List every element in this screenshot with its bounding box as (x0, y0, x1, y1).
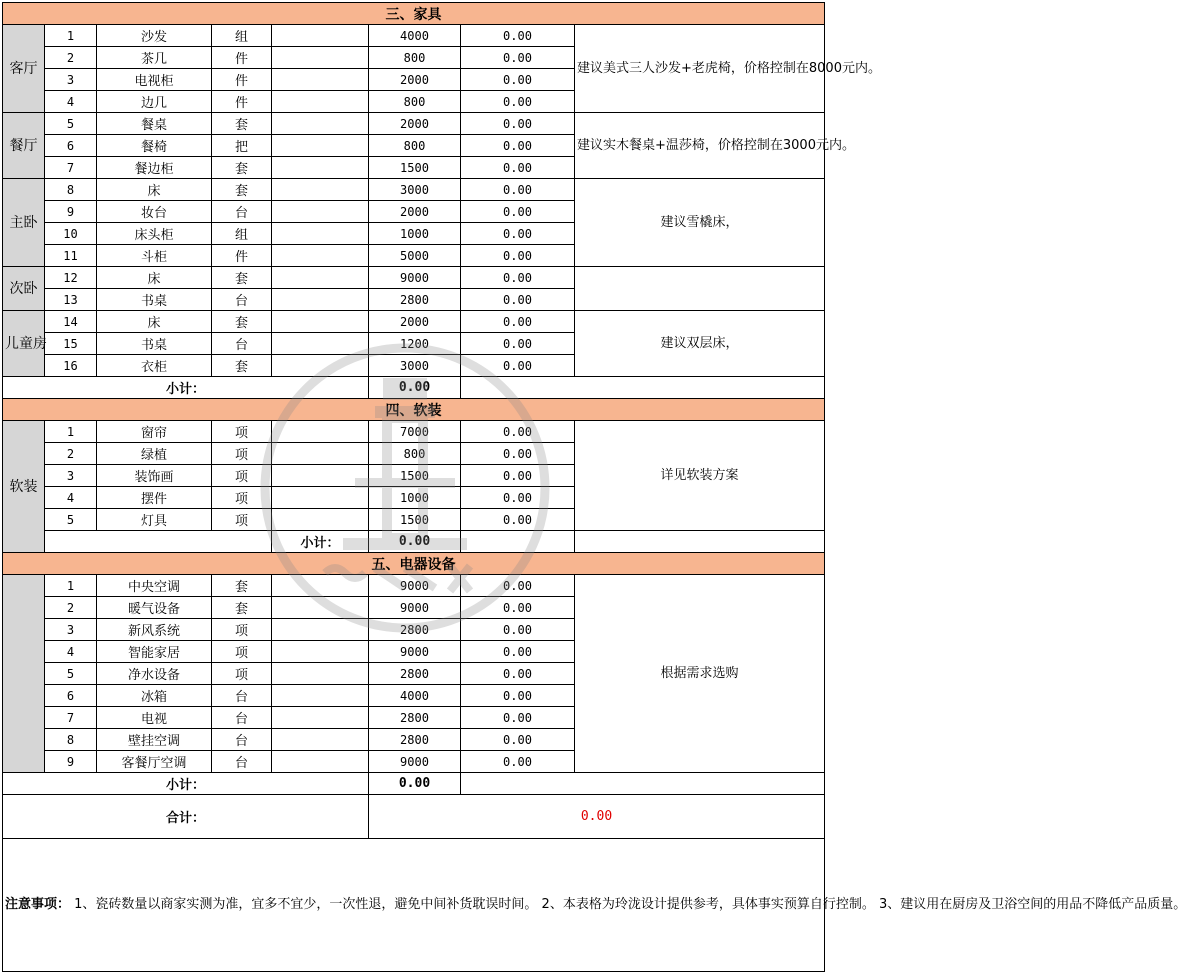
item-name: 餐椅 (97, 135, 212, 157)
item-price: 3000 (369, 179, 461, 201)
item-spec (272, 223, 369, 245)
item-spec (272, 619, 369, 641)
item-price: 7000 (369, 421, 461, 443)
item-spec (272, 47, 369, 69)
blank-cell (575, 531, 825, 553)
room-note (575, 267, 825, 311)
item-number: 1 (45, 421, 97, 443)
subtotal-row (3, 377, 825, 399)
item-unit: 台 (212, 333, 272, 355)
item-spec (272, 25, 369, 47)
item-name: 餐桌 (97, 113, 212, 135)
item-unit: 台 (212, 707, 272, 729)
room-label: 餐厅 (3, 113, 45, 179)
subtotal-label: 小计： (272, 531, 369, 553)
item-unit: 台 (212, 201, 272, 223)
item-spec (272, 729, 369, 751)
item-unit: 项 (212, 443, 272, 465)
item-unit: 套 (212, 575, 272, 597)
item-spec (272, 421, 369, 443)
item-amount: 0.00 (461, 641, 575, 663)
item-number: 5 (45, 113, 97, 135)
item-spec (272, 487, 369, 509)
item-number: 2 (45, 443, 97, 465)
item-number: 9 (45, 201, 97, 223)
item-number: 7 (45, 707, 97, 729)
item-number: 8 (45, 179, 97, 201)
section-note: 详见软装方案 (575, 421, 825, 531)
item-price: 2800 (369, 707, 461, 729)
subtotal-row (3, 773, 825, 795)
item-name: 妆台 (97, 201, 212, 223)
section-header-row (3, 553, 825, 575)
item-amount: 0.00 (461, 663, 575, 685)
item-amount: 0.00 (461, 487, 575, 509)
item-unit: 项 (212, 619, 272, 641)
item-number: 4 (45, 641, 97, 663)
item-amount: 0.00 (461, 47, 575, 69)
item-price: 2000 (369, 311, 461, 333)
item-amount: 0.00 (461, 267, 575, 289)
subtotal-value: 0.00 (369, 773, 461, 795)
notes-text: 1、瓷砖数量以商家实测为准，宜多不宜少，一次性退，避免中间补货耽误时间。 2、本表格为玲泷设计提供参考，具体事实预算自行控制。 3、建议用在厨房及卫浴空间的用品不降低产品质量。 (70, 897, 1186, 912)
notes-row (3, 839, 825, 972)
item-unit: 套 (212, 157, 272, 179)
item-price: 800 (369, 443, 461, 465)
item-amount: 0.00 (461, 157, 575, 179)
item-unit: 台 (212, 685, 272, 707)
item-name: 绿植 (97, 443, 212, 465)
item-spec (272, 443, 369, 465)
item-unit: 套 (212, 113, 272, 135)
item-price: 2800 (369, 619, 461, 641)
item-spec (272, 245, 369, 267)
item-name: 摆件 (97, 487, 212, 509)
item-price: 1000 (369, 487, 461, 509)
item-amount: 0.00 (461, 465, 575, 487)
item-price: 1200 (369, 333, 461, 355)
item-name: 客餐厅空调 (97, 751, 212, 773)
item-spec (272, 311, 369, 333)
room-note: 建议双层床， (575, 311, 825, 377)
item-spec (272, 707, 369, 729)
item-amount: 0.00 (461, 509, 575, 531)
item-unit: 套 (212, 311, 272, 333)
room-note: 建议雪橇床， (575, 179, 825, 267)
room-label: 次卧 (3, 267, 45, 311)
item-name: 新风系统 (97, 619, 212, 641)
item-name: 装饰画 (97, 465, 212, 487)
item-amount: 0.00 (461, 443, 575, 465)
item-unit: 台 (212, 729, 272, 751)
item-name: 床头柜 (97, 223, 212, 245)
item-number: 8 (45, 729, 97, 751)
table-row (3, 113, 825, 135)
section-header: 五、电器设备 (3, 553, 825, 575)
blank-cell (461, 773, 825, 795)
table-row (3, 311, 825, 333)
item-price: 1000 (369, 223, 461, 245)
item-number: 3 (45, 619, 97, 641)
item-amount: 0.00 (461, 179, 575, 201)
item-unit: 套 (212, 179, 272, 201)
item-amount: 0.00 (461, 91, 575, 113)
notes-cell (3, 839, 1186, 972)
item-spec (272, 575, 369, 597)
item-number: 5 (45, 509, 97, 531)
item-amount: 0.00 (461, 707, 575, 729)
item-spec (272, 289, 369, 311)
item-amount: 0.00 (461, 597, 575, 619)
item-number: 4 (45, 91, 97, 113)
item-number: 7 (45, 157, 97, 179)
item-spec (272, 465, 369, 487)
item-price: 800 (369, 135, 461, 157)
item-spec (272, 685, 369, 707)
item-price: 800 (369, 47, 461, 69)
item-number: 2 (45, 47, 97, 69)
item-spec (272, 597, 369, 619)
item-unit: 套 (212, 597, 272, 619)
room-label: 客厅 (3, 25, 45, 113)
total-label: 合计： (3, 795, 369, 839)
subtotal-label: 小计： (3, 377, 369, 399)
item-spec (272, 641, 369, 663)
section-header-row (3, 399, 825, 421)
item-unit: 套 (212, 355, 272, 377)
item-amount: 0.00 (461, 25, 575, 47)
item-number: 5 (45, 663, 97, 685)
item-amount: 0.00 (461, 113, 575, 135)
item-number: 6 (45, 135, 97, 157)
blank-cell (461, 377, 825, 399)
item-price: 5000 (369, 245, 461, 267)
item-unit: 件 (212, 245, 272, 267)
item-number: 12 (45, 267, 97, 289)
item-spec (272, 157, 369, 179)
item-amount: 0.00 (461, 751, 575, 773)
item-spec (272, 509, 369, 531)
item-unit: 套 (212, 267, 272, 289)
item-price: 9000 (369, 641, 461, 663)
item-unit: 把 (212, 135, 272, 157)
item-name: 电视柜 (97, 69, 212, 91)
item-unit: 项 (212, 421, 272, 443)
item-amount: 0.00 (461, 333, 575, 355)
item-name: 床 (97, 267, 212, 289)
item-amount: 0.00 (461, 223, 575, 245)
item-unit: 项 (212, 465, 272, 487)
item-number: 16 (45, 355, 97, 377)
room-note: 建议实木餐桌+温莎椅，价格控制在3000元内。 (575, 113, 825, 179)
item-amount: 0.00 (461, 685, 575, 707)
item-name: 餐边柜 (97, 157, 212, 179)
item-spec (272, 69, 369, 91)
item-price: 9000 (369, 597, 461, 619)
item-spec (272, 91, 369, 113)
item-spec (272, 355, 369, 377)
item-unit: 组 (212, 25, 272, 47)
item-price: 1500 (369, 157, 461, 179)
item-spec (272, 135, 369, 157)
item-unit: 台 (212, 289, 272, 311)
section-header: 四、软装 (3, 399, 825, 421)
item-price: 2000 (369, 69, 461, 91)
item-name: 窗帘 (97, 421, 212, 443)
room-note: 建议美式三人沙发+老虎椅，价格控制在8000元内。 (575, 25, 825, 113)
subtotal-value: 0.00 (369, 377, 461, 399)
item-spec (272, 113, 369, 135)
item-unit: 组 (212, 223, 272, 245)
item-price: 4000 (369, 25, 461, 47)
item-amount: 0.00 (461, 289, 575, 311)
section-header: 三、家具 (3, 3, 825, 25)
total-value: 0.00 (369, 795, 825, 839)
item-unit: 项 (212, 509, 272, 531)
item-unit: 件 (212, 91, 272, 113)
item-unit: 件 (212, 69, 272, 91)
item-number: 3 (45, 465, 97, 487)
item-name: 床 (97, 179, 212, 201)
table-row (3, 575, 825, 597)
item-price: 3000 (369, 355, 461, 377)
item-number: 15 (45, 333, 97, 355)
room-label: 儿童房 (3, 311, 45, 377)
subtotal-row (3, 531, 825, 553)
item-number: 11 (45, 245, 97, 267)
section-header-row (3, 3, 825, 25)
item-name: 边几 (97, 91, 212, 113)
item-name: 书桌 (97, 289, 212, 311)
item-unit: 项 (212, 487, 272, 509)
item-price: 2800 (369, 729, 461, 751)
item-price: 1500 (369, 509, 461, 531)
item-price: 9000 (369, 575, 461, 597)
item-price: 1500 (369, 465, 461, 487)
item-name: 暖气设备 (97, 597, 212, 619)
item-spec (272, 751, 369, 773)
item-price: 800 (369, 91, 461, 113)
subtotal-value: 0.00 (369, 531, 461, 553)
item-amount: 0.00 (461, 729, 575, 751)
item-price: 9000 (369, 267, 461, 289)
item-price: 2800 (369, 663, 461, 685)
item-name: 茶几 (97, 47, 212, 69)
section-note: 根据需求选购 (575, 575, 825, 773)
item-spec (272, 267, 369, 289)
item-name: 中央空调 (97, 575, 212, 597)
item-name: 灯具 (97, 509, 212, 531)
item-number: 3 (45, 69, 97, 91)
item-amount: 0.00 (461, 311, 575, 333)
item-amount: 0.00 (461, 575, 575, 597)
item-amount: 0.00 (461, 69, 575, 91)
item-unit: 件 (212, 47, 272, 69)
item-number: 10 (45, 223, 97, 245)
item-number: 13 (45, 289, 97, 311)
room-label: 主卧 (3, 179, 45, 267)
item-spec (272, 663, 369, 685)
item-price: 9000 (369, 751, 461, 773)
item-amount: 0.00 (461, 421, 575, 443)
subtotal-label: 小计： (3, 773, 369, 795)
item-amount: 0.00 (461, 355, 575, 377)
item-name: 冰箱 (97, 685, 212, 707)
item-number: 1 (45, 575, 97, 597)
blank-cell (45, 531, 272, 553)
item-amount: 0.00 (461, 245, 575, 267)
room-label (3, 575, 45, 773)
item-name: 书桌 (97, 333, 212, 355)
item-name: 净水设备 (97, 663, 212, 685)
item-name: 壁挂空调 (97, 729, 212, 751)
total-row (3, 795, 825, 839)
item-number: 6 (45, 685, 97, 707)
item-amount: 0.00 (461, 135, 575, 157)
item-price: 4000 (369, 685, 461, 707)
room-label: 软装 (3, 421, 45, 553)
item-name: 电视 (97, 707, 212, 729)
table-row (3, 267, 825, 289)
item-number: 9 (45, 751, 97, 773)
item-unit: 台 (212, 751, 272, 773)
item-number: 2 (45, 597, 97, 619)
item-price: 2000 (369, 201, 461, 223)
blank-cell (461, 531, 575, 553)
item-number: 4 (45, 487, 97, 509)
item-number: 1 (45, 25, 97, 47)
item-number: 14 (45, 311, 97, 333)
table-row (3, 25, 825, 47)
budget-sheet (2, 2, 1186, 972)
item-price: 2000 (369, 113, 461, 135)
item-amount: 0.00 (461, 201, 575, 223)
item-spec (272, 179, 369, 201)
item-amount: 0.00 (461, 619, 575, 641)
table-row (3, 421, 825, 443)
item-name: 衣柜 (97, 355, 212, 377)
item-name: 斗柜 (97, 245, 212, 267)
item-unit: 项 (212, 641, 272, 663)
item-price: 2800 (369, 289, 461, 311)
item-spec (272, 333, 369, 355)
table-row (3, 179, 825, 201)
item-name: 床 (97, 311, 212, 333)
item-unit: 项 (212, 663, 272, 685)
item-name: 沙发 (97, 25, 212, 47)
item-spec (272, 201, 369, 223)
item-name: 智能家居 (97, 641, 212, 663)
notes-title: 注意事项： (5, 897, 71, 912)
